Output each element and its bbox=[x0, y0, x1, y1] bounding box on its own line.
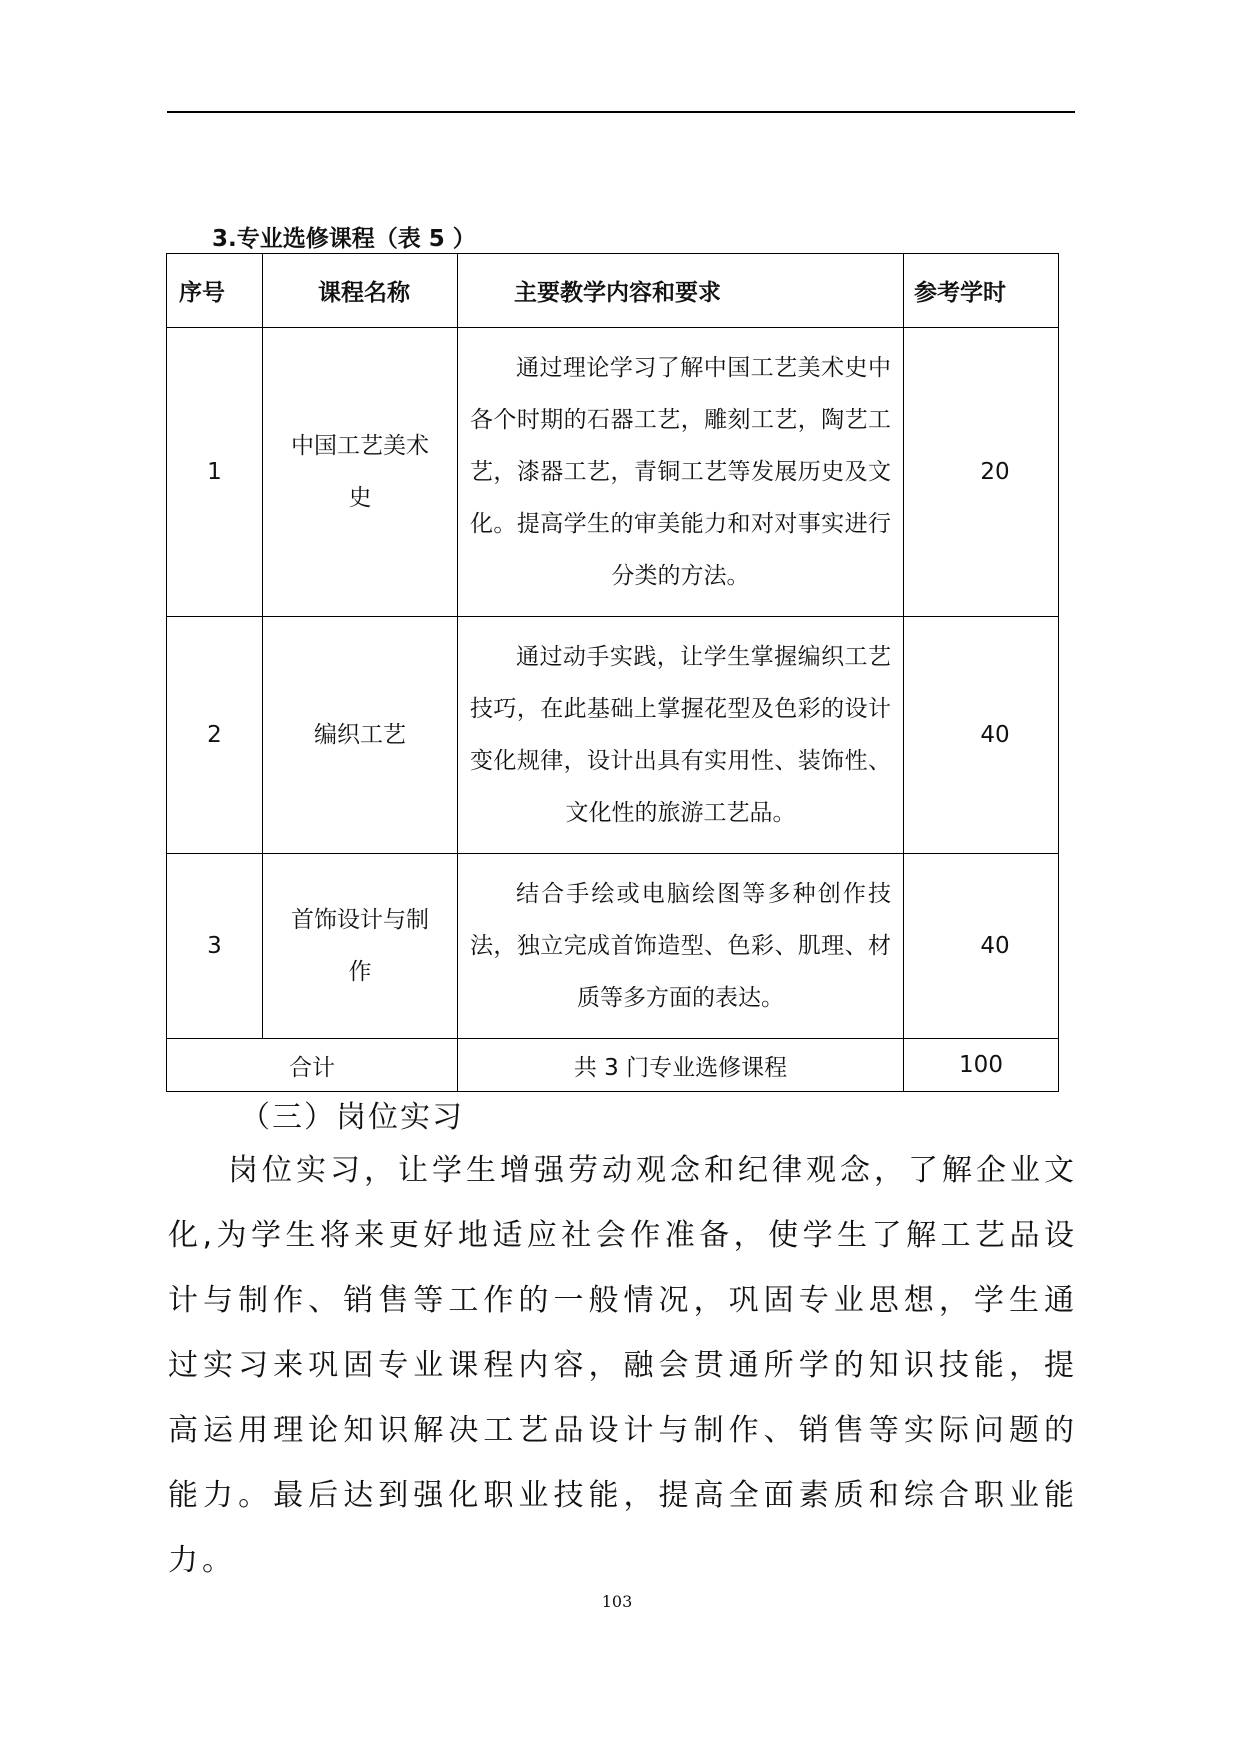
header-hours: 参考学时 bbox=[904, 254, 1059, 328]
table-row bbox=[167, 617, 1059, 854]
row-name: 编织工艺 bbox=[263, 617, 458, 854]
row-content bbox=[458, 617, 904, 854]
row-content bbox=[458, 328, 904, 617]
table-header-row bbox=[167, 254, 1059, 328]
total-row bbox=[167, 1039, 1059, 1092]
row-hours: 20 bbox=[904, 328, 1059, 617]
header-name: 课程名称 bbox=[263, 254, 458, 328]
row-content-text: 结合手绘或电脑绘图等多种创作技法，独立完成首饰造型、色彩、肌理、材质等多方面的表达。 bbox=[470, 881, 891, 1011]
row-hours: 40 bbox=[904, 617, 1059, 854]
row-seq: 2 bbox=[167, 617, 263, 854]
elective-courses-table bbox=[166, 253, 1059, 1092]
row-hours: 40 bbox=[904, 854, 1059, 1039]
row-content-text: 通过动手实践，让学生掌握编织工艺技巧，在此基础上掌握花型及色彩的设计变化规律，设计出具有实用性、装饰性、文化性的旅游工艺品。 bbox=[470, 644, 891, 826]
total-hours: 100 bbox=[904, 1039, 1059, 1092]
row-content bbox=[458, 854, 904, 1039]
total-label: 合计 bbox=[167, 1039, 458, 1092]
table-row bbox=[167, 854, 1059, 1039]
row-seq: 1 bbox=[167, 328, 263, 617]
table-row bbox=[167, 328, 1059, 617]
header-rule bbox=[167, 111, 1075, 113]
table-caption: 3.专业选修课程（表 5 ） bbox=[212, 226, 476, 252]
header-seq: 序号 bbox=[167, 254, 263, 328]
total-content: 共 3 门专业选修课程 bbox=[458, 1039, 904, 1092]
row-content-text: 通过理论学习了解中国工艺美术史中各个时期的石器工艺，雕刻工艺，陶艺工艺，漆器工艺，青铜工艺等发展历史及文化。提高学生的审美能力和对对事实进行分类的方法。 bbox=[470, 355, 891, 589]
page-number: 103 bbox=[601, 1592, 633, 1611]
header-content: 主要教学内容和要求 bbox=[458, 254, 904, 328]
section-body: 岗位实习，让学生增强劳动观念和纪律观念，了解企业文化,为学生将来更好地适应社会作准备，使学生了解工艺品设计与制作、销售等工作的一般情况，巩固专业思想，学生通过实习来巩固专业课程内容，融会贯通所学的知识技能，提高运用理论知识解决工艺品设计与制作、销售等实际问题的能力。最后达到强化职业技能，提高全面素质和综合职业能力。 bbox=[168, 1153, 1078, 1578]
section-heading: （三）岗位实习 bbox=[240, 1100, 464, 1135]
row-seq: 3 bbox=[167, 854, 263, 1039]
row-name: 首饰设计与制作 bbox=[263, 854, 458, 1039]
row-name: 中国工艺美术史 bbox=[263, 328, 458, 617]
